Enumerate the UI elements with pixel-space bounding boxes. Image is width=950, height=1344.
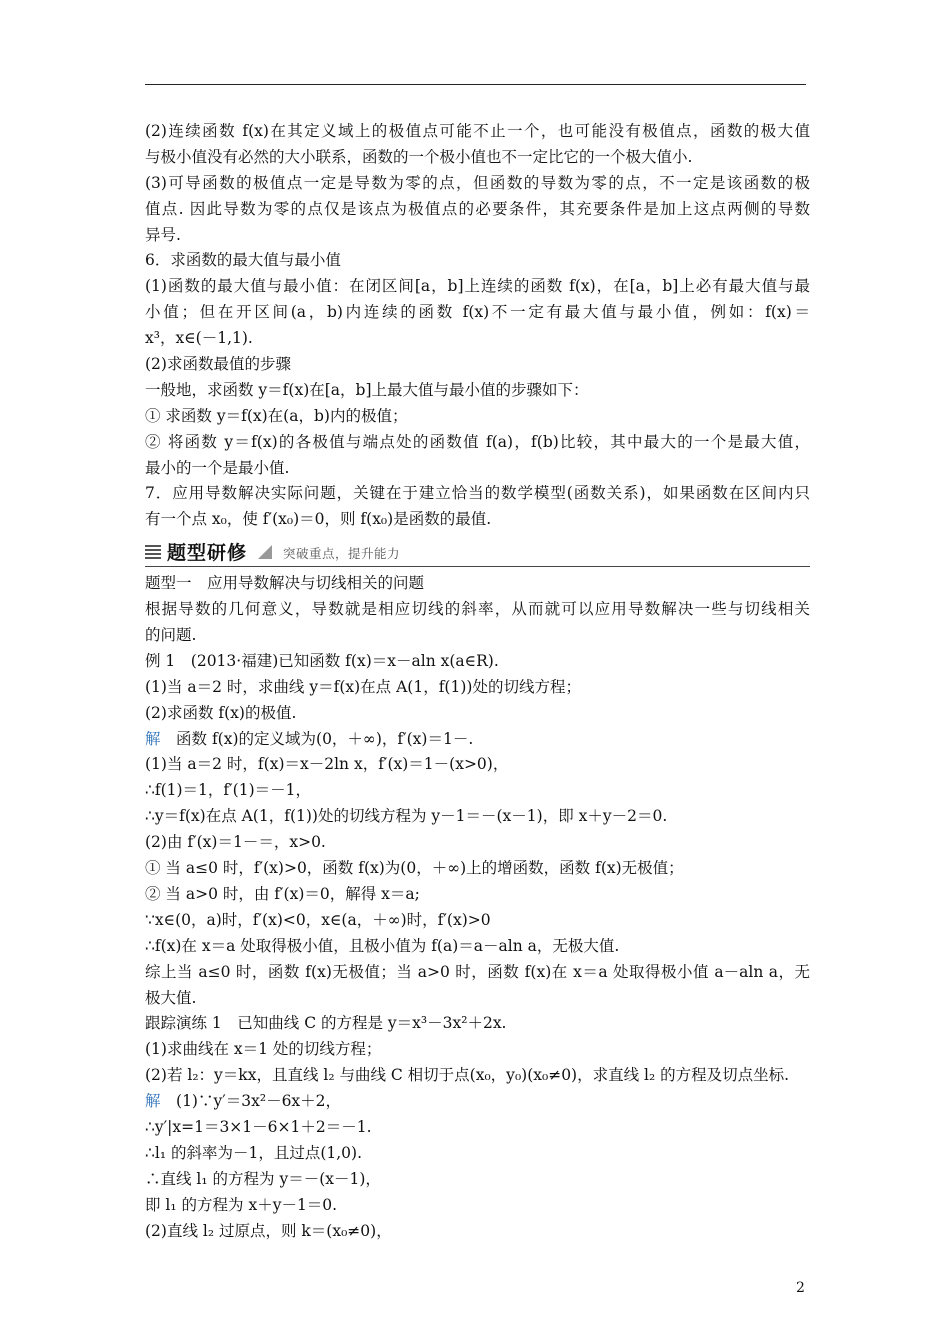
text-line [145, 571, 810, 597]
text-line [145, 986, 810, 1012]
line-text: 极大值. [145, 988, 197, 1007]
text-line [145, 727, 810, 753]
line-text: ∴直线 l₁ 的方程为 y＝－(x－1)， [145, 1169, 381, 1188]
text-line [145, 1115, 810, 1141]
text-line [145, 430, 810, 456]
line-text: x³，x∈(－1,1). [145, 329, 253, 348]
section-banner [145, 535, 810, 569]
text-line [145, 352, 810, 378]
line-text: ② 将函数 y＝f(x)的各极值与端点处的函数值 f(a)，f(b)比较，其中最大的一个是最大值， [145, 432, 810, 451]
line-text: ∴l₁ 的斜率为－1，且过点(1,0). [145, 1143, 362, 1162]
line-text: ∴f(1)＝1，f′(1)＝－1， [145, 781, 311, 800]
text-line [145, 856, 810, 882]
line-text: 函数 f(x)的定义域为(0，＋∞)，f′(x)＝1－. [160, 729, 474, 748]
line-text: (1)函数的最大值与最小值：在闭区间[a，b]上连续的函数 f(x)，在[a，b]上必有最大值与最 [145, 277, 810, 296]
line-text: 6．求函数的最大值与最小值 [145, 251, 341, 270]
line-text: 即 l₁ 的方程为 x＋y－1＝0. [145, 1195, 338, 1214]
text-line [145, 1011, 810, 1037]
line-text: 异号. [145, 225, 181, 244]
page-content [145, 119, 810, 1244]
text-line [145, 830, 810, 856]
line-text: (2)求函数最值的步骤 [145, 355, 291, 374]
line-text: ① 当 a≤0 时，f′(x)>0，函数 f(x)为(0，＋∞)上的增函数，函数 f(x)无极值； [145, 859, 684, 878]
header-rule [145, 84, 806, 85]
line-text: (1)当 a＝2 时，f(x)＝x－2ln x，f′(x)＝1－(x>0)， [145, 755, 509, 774]
text-line [145, 507, 810, 533]
section-notes [145, 119, 810, 533]
text-line [145, 701, 810, 727]
text-line [145, 623, 810, 649]
solution-label: 解 [145, 1092, 161, 1111]
text-line [145, 456, 810, 482]
line-text: (2)求函数 f(x)的极值. [145, 703, 297, 722]
line-text: 值点. 因此导数为零的点仅是该点为极值点的必要条件，其充要条件是加上这点两侧的导数 [145, 199, 810, 218]
line-text: ∴y′|x=1＝3×1－6×1＋2＝－1. [145, 1117, 372, 1136]
text-line [145, 1141, 810, 1167]
text-line [145, 481, 810, 507]
text-line [145, 145, 810, 171]
line-text: 与极小值没有必然的大小联系，函数的一个极小值也不一定比它的一个极大值小. [145, 147, 693, 166]
text-line [145, 597, 810, 623]
line-text: (1)∵y′＝3x²－6x＋2， [160, 1092, 342, 1111]
text-line [145, 1037, 810, 1063]
text-line [145, 752, 810, 778]
section-examples [145, 571, 810, 1244]
text-line [145, 960, 810, 986]
line-text: ∴y＝f(x)在点 A(1，f(1))处的切线方程为 y－1＝－(x－1)，即 x＋y－2＝0. [145, 807, 668, 826]
text-line [145, 404, 810, 430]
text-line [145, 378, 810, 404]
text-line [145, 171, 810, 197]
line-text: 题型一 应用导数解决与切线相关的问题 [145, 574, 425, 593]
line-text: 的问题. [145, 626, 197, 645]
text-line [145, 326, 810, 352]
line-text: (2)连续函数 f(x)在其定义域上的极值点可能不止一个，也可能没有极值点，函数的极大值 [145, 122, 810, 140]
page-number: 2 [796, 1280, 805, 1296]
text-line [145, 675, 810, 701]
solution-label: 解 [145, 729, 161, 748]
line-text: 最小的一个是最小值. [145, 458, 290, 477]
text-line [145, 1089, 810, 1115]
banner-title: 题型研修 [167, 542, 248, 565]
banner-triangle-icon [258, 545, 272, 559]
text-line [145, 300, 810, 326]
line-text: (1)求曲线在 x＝1 处的切线方程； [145, 1040, 382, 1059]
text-line [145, 908, 810, 934]
line-text: ① 求函数 y＝f(x)在(a，b)内的极值； [145, 406, 408, 425]
line-text: (2)由 f′(x)＝1－＝，x>0. [145, 833, 326, 852]
line-text: ∴f(x)在 x＝a 处取得极小值，且极小值为 f(a)＝a－aln a，无极大值. [145, 936, 620, 955]
text-line [145, 248, 810, 274]
line-text: (3)可导函数的极值点一定是导数为零的点，但函数的导数为零的点，不一定是该函数的极 [145, 173, 810, 192]
line-text: 有一个点 x₀，使 f′(x₀)＝0，则 f(x₀)是函数的最值. [145, 510, 492, 529]
text-line [145, 1193, 810, 1219]
line-text: 例 1 (2013·福建)已知函数 f(x)＝x－aln x(a∈R). [145, 651, 499, 670]
text-line [145, 882, 810, 908]
line-text: 一般地，求函数 y＝f(x)在[a，b]上最大值与最小值的步骤如下： [145, 380, 589, 399]
line-text: 综上当 a≤0 时，函数 f(x)无极值；当 a>0 时，函数 f(x)在 x＝a 处取得极小值 a－aln a，无 [145, 962, 810, 981]
text-line [145, 649, 810, 675]
line-text: (2)若 l₂：y＝kx，且直线 l₂ 与曲线 C 相切于点(x₀，y₀)(x₀≠0)，求直线 l₂ 的方程及切点坐标. [145, 1066, 790, 1085]
line-text: (2)直线 l₂ 过原点，则 k＝(x₀≠0)， [145, 1221, 392, 1240]
text-line [145, 119, 810, 145]
line-text: 小值；但在开区间(a，b)内连续的函数 f(x)不一定有最大值与最小值，例如：f(x)＝ [145, 303, 810, 322]
line-text: ∵x∈(0，a)时，f′(x)<0，x∈(a，＋∞)时，f′(x)>0 [145, 910, 491, 929]
banner-rule [145, 566, 810, 567]
text-line [145, 1167, 810, 1193]
line-text: 7．应用导数解决实际问题，关键在于建立恰当的数学模型(函数关系)，如果函数在区间内只 [145, 484, 810, 503]
text-line [145, 1219, 810, 1245]
text-line [145, 197, 810, 223]
text-line [145, 223, 810, 249]
text-line [145, 274, 810, 300]
text-line [145, 1063, 810, 1089]
text-line [145, 778, 810, 804]
line-text: (1)当 a＝2 时，求曲线 y＝f(x)在点 A(1，f(1))处的切线方程； [145, 677, 581, 696]
text-line [145, 804, 810, 830]
line-text: 跟踪演练 1 已知曲线 C 的方程是 y＝x³－3x²＋2x. [145, 1014, 507, 1033]
line-text: 根据导数的几何意义，导数就是相应切线的斜率，从而就可以应用导数解决一些与切线相关 [145, 600, 810, 619]
text-line [145, 934, 810, 960]
line-text: ② 当 a>0 时，由 f′(x)＝0，解得 x＝a; [145, 884, 420, 903]
banner-stripe-icon [145, 545, 161, 559]
banner-subtitle: 突破重点，提升能力 [283, 546, 401, 562]
